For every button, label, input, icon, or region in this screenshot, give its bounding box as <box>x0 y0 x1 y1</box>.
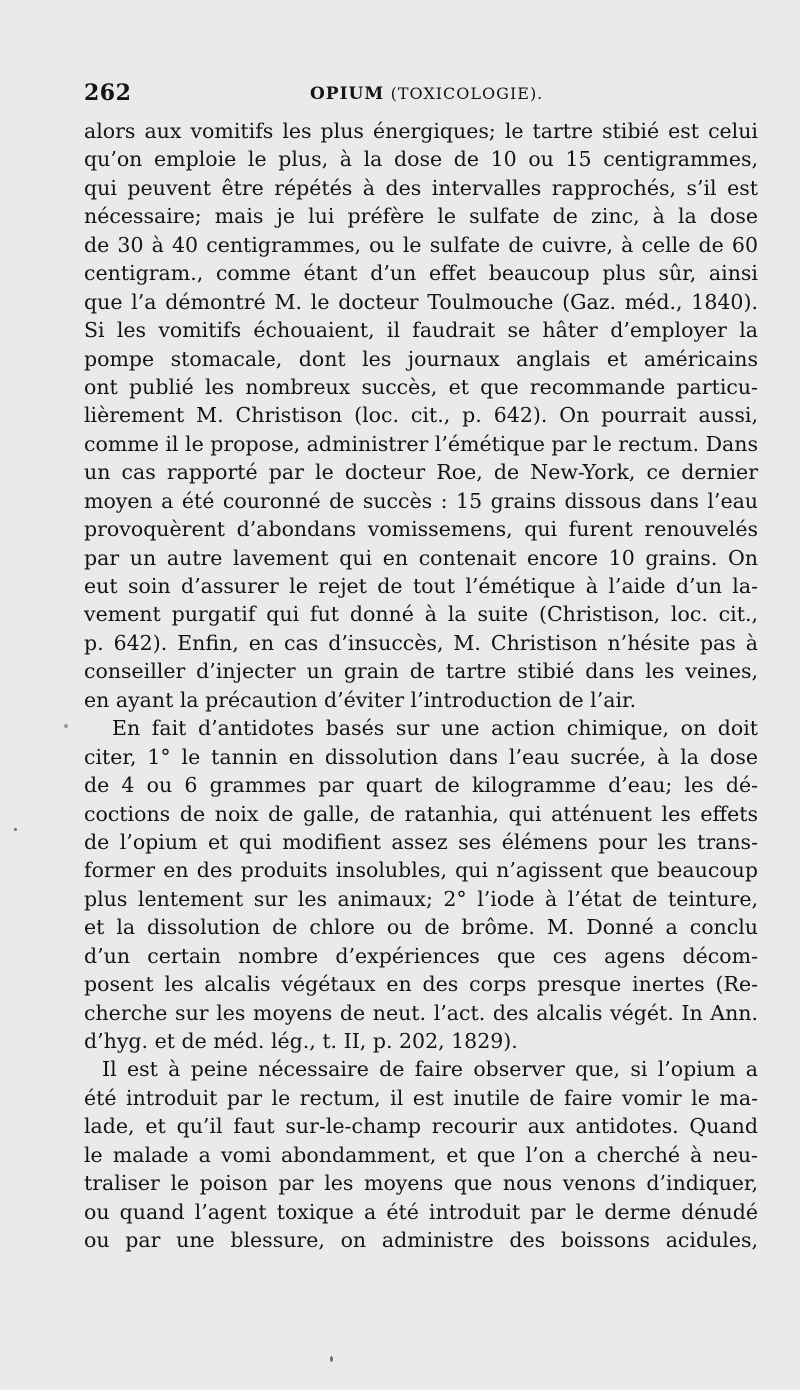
paper-speck <box>14 828 17 831</box>
text-line: par un autre lavement qui en contenait encore 10 grains. On <box>84 545 758 570</box>
text-line: eut soin d’assurer le rejet de tout l’émétique à l’aide d’un la- <box>84 574 758 598</box>
text-line: vement purgatif qui fut donné à la suite (Christison, loc. cit., <box>84 602 758 627</box>
text-line: ou par une blessure, on administre des boissons acidules, <box>84 1228 758 1253</box>
text-line: que l’a démontré M. le docteur Toulmouche (Gaz. méd., 1840). <box>84 289 758 314</box>
text-line: qu’on emploie le plus, à la dose de 10 ou 15 centigrammes, <box>84 147 758 172</box>
text-line: Si les vomitifs échouaient, il faudrait se hâter d’employer la <box>84 318 758 343</box>
text-line: qui peuvent être répétés à des intervalles rapprochés, s’il est <box>84 175 758 200</box>
paper-speck <box>330 1356 333 1362</box>
text-line: alors aux vomitifs les plus énergiques; le tartre stibié est celui <box>84 119 758 143</box>
text-line: p. 642). Enfin, en cas d’insuccès, M. Christison n’hésite pas à <box>84 630 758 655</box>
text-line: conseiller d’injecter un grain de tartre stibié dans les veines, <box>84 659 758 684</box>
text-line: En fait d’antidotes basés sur une action chimique, on doit <box>112 716 758 741</box>
text-line: plus lentement sur les animaux; 2° l’iode à l’état de teinture, <box>84 886 758 911</box>
text-line: Il est à peine nécessaire de faire observer que, si l’opium a <box>102 1057 758 1082</box>
running-title <box>310 84 543 104</box>
text-line: citer, 1° le tannin en dissolution dans l’eau sucrée, à la dose <box>84 744 758 769</box>
text-line: cherche sur les moyens de neut. l’act. des alcalis végét. In Ann. <box>84 1000 758 1025</box>
text-line: moyen a été couronné de succès : 15 grains dissous dans l’eau <box>84 488 758 513</box>
text-line: nécessaire; mais je lui préfère le sulfate de zinc, à la dose <box>84 204 758 229</box>
text-line: coctions de noix de galle, de ratanhia, qui atténuent les effets <box>84 801 758 826</box>
text-line: posent les alcalis végétaux en des corps presque inertes (Re- <box>84 972 758 997</box>
text-line: d’un certain nombre d’expériences que ces agens décom- <box>84 943 758 968</box>
paper-speck <box>64 724 68 728</box>
text-line: provoquèrent d’abondans vomissemens, qui furent renouvelés <box>84 517 758 542</box>
text-line: ou quand l’agent toxique a été introduit par le derme dénudé <box>84 1199 758 1224</box>
text-line: le malade a vomi abondamment, et que l’on a cherché à neu- <box>84 1142 758 1167</box>
text-line: pompe stomacale, dont les journaux anglais et américains <box>84 346 758 371</box>
text-line: lièrement M. Christison (loc. cit., p. 642). On pourrait aussi, <box>84 403 758 428</box>
running-title-main: OPIUM <box>310 84 385 104</box>
text-line: centigram., comme étant d’un effet beaucoup plus sûr, ainsi <box>84 261 758 286</box>
text-line: ont publié les nombreux succès, et que recommande particu- <box>84 374 758 399</box>
text-line: lade, et qu’il faut sur-le-champ recourir aux antidotes. Quand <box>84 1114 758 1139</box>
text-line: de 4 ou 6 grammes par quart de kilogramme d’eau; les dé- <box>84 773 758 798</box>
text-line: d’hyg. et de méd. lég., t. II, p. 202, 1829). <box>84 1029 518 1053</box>
text-line: de l’opium et qui modifient assez ses élémens pour les trans- <box>84 829 758 854</box>
text-line: un cas rapporté par le docteur Roe, de New-York, ce dernier <box>84 460 758 485</box>
text-line: comme il le propose, administrer l’émétique par le rectum. Dans <box>84 431 758 456</box>
text-line: traliser le poison par les moyens que nous venons d’indiquer, <box>84 1171 758 1196</box>
text-line: en ayant la précaution d’éviter l’introduction de l’air. <box>84 687 637 712</box>
running-title-sub: (TOXICOLOGIE). <box>390 84 544 103</box>
page-number: 262 <box>84 80 132 106</box>
body-text <box>84 117 758 1255</box>
page-header <box>84 80 758 112</box>
text-line: former en des produits insolubles, qui n’agissent que beaucoup <box>84 858 758 883</box>
text-line: de 30 à 40 centigrammes, ou le sulfate de cuivre, à celle de 60 <box>84 232 758 257</box>
text-line: et la dissolution de chlore ou de brôme. M. Donné a conclu <box>84 915 758 940</box>
text-line: été introduit par le rectum, il est inutile de faire vomir le ma- <box>84 1085 758 1110</box>
